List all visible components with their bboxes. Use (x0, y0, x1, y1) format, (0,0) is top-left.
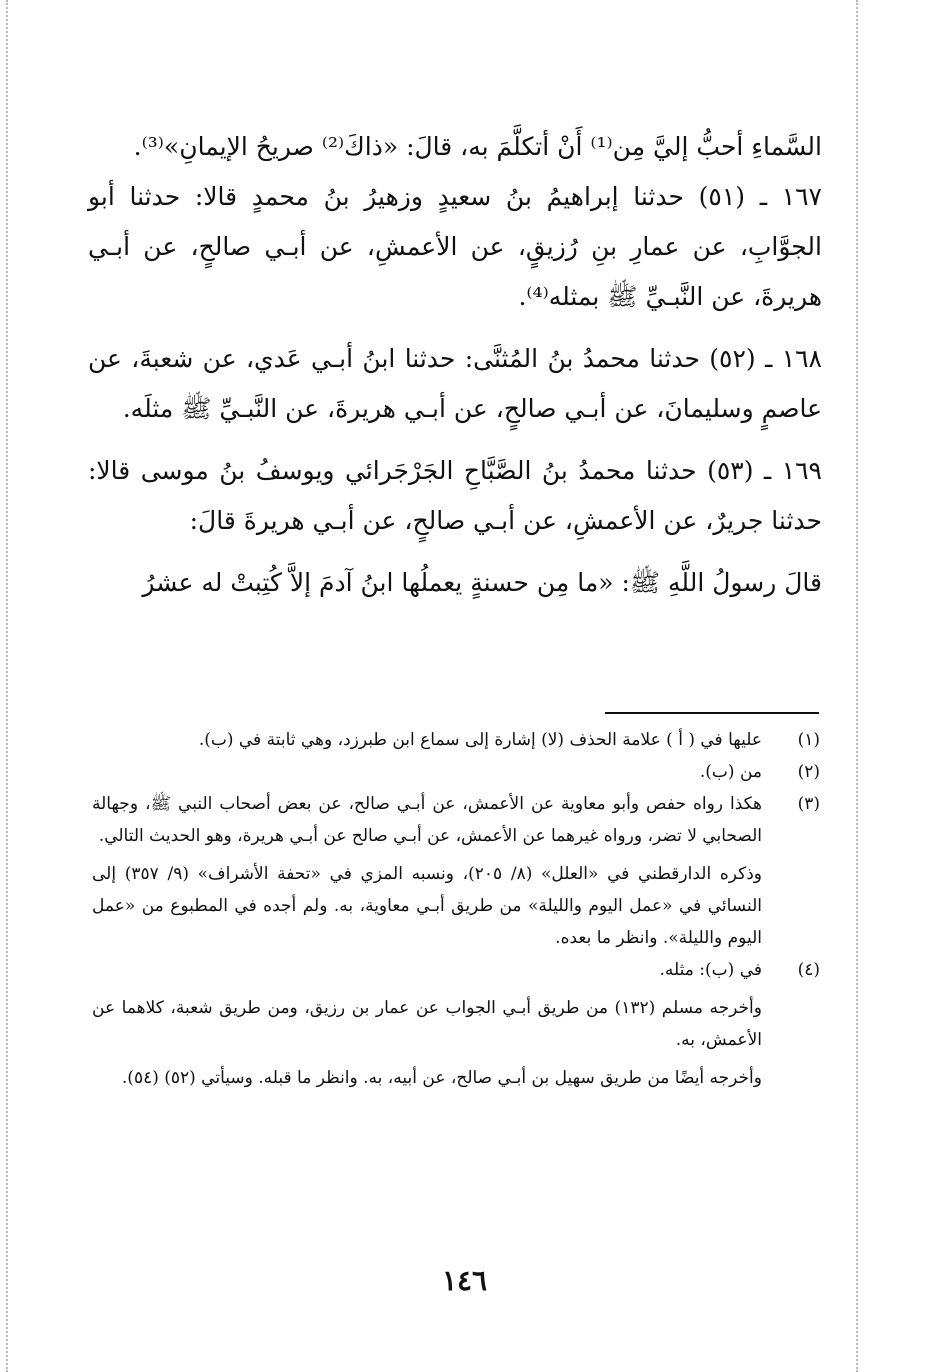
footnote-1 (92, 724, 820, 756)
page-number: ١٤٦ (441, 1264, 488, 1297)
footnote-text: وأخرجه أيضًا من طريق سهيل بن أبـي صالح، عن أبيه، به. وانظر ما قبله. وسيأتي (٥٢) (٥٤). (121, 1068, 762, 1088)
hadith-168: ١٦٨ ـ (٥٢) حدثنا محمدُ بنُ المُثنَّى: حدثنا ابنُ أبـي عَدي، عن شعبةَ، عن عاصمٍ وسليمانَ، عن أبـي صالحٍ، عن أبـي هريرةَ، عن النَّبـيِّ ﷺ مثلَه. (88, 344, 822, 423)
footnote-4 (92, 954, 820, 1094)
footnote-text: عليها في ( أ ) علامة الحذف (لا) إشارة إلى سماع ابن طبرزد، وهي ثابتة في (ب). (198, 730, 762, 750)
footnote-2 (92, 756, 820, 788)
footnote-number: (٢) (797, 762, 820, 782)
footnote-text: هكذا رواه حفص وأبو معاوية عن الأعمش، عن أبـي صالح، عن بعض أصحاب النبي ﷺ، وجهالة الصحابي لا تضر، ورواه غيرهما عن الأعمش، عن أبـي صالح عن أبـي هريرة، وهو الحديث التالي. (92, 794, 762, 846)
footnote-number: (١) (797, 730, 820, 750)
hadith-169-text: قالَ رسولُ اللَّهِ ﷺ: «ما مِن حسنةٍ يعملُها ابنُ آدمَ إلاَّ كُتِبتْ له عشرُ (142, 568, 822, 597)
footnote-text: وذكره الدارقطني في «العلل» (٨/ ٢٠٥)، ونسبه المزي في «تحفة الأشراف» (٩/ ٣٥٧) إلى النسائي في «عمل اليوم والليلة» من طريق أبـي معاوية، به. ولم أجده في المطبوع من «عمل اليوم والليلة». وانظر ما بعده. (92, 864, 762, 948)
footnote-text: من (ب). (699, 762, 762, 782)
main-text (88, 122, 822, 608)
dotted-gutter-line-left (6, 0, 8, 1372)
hadith-167: ١٦٧ ـ (٥١) حدثنا إبراهيمُ بنُ سعيدٍ وزهيرُ بنُ محمدٍ قالا: حدثنا أبو الجوَّابِ، عن عمارِ بنِ رُزيقٍ، عن الأعمشِ، عن أبـي صالحٍ، عن أبـي هريرةَ، عن النَّبـيِّ ﷺ بمثله⁽⁴⁾. (88, 182, 822, 311)
hadith-169: ١٦٩ ـ (٥٣) حدثنا محمدُ بنُ الصَّبَّاحِ الجَرْجَرائي ويوسفُ بنُ موسى قالا: حدثنا جريرٌ، عن الأعمشِ، عن أبـي صالحٍ، عن أبـي هريرةَ قالَ: (88, 456, 822, 535)
footnote-number: (٣) (797, 794, 820, 814)
footnote-text: في (ب): مثله. (659, 960, 762, 980)
text-line-continuation: السَّماءِ أحبُّ إليَّ مِن⁽¹⁾ أَنْ أتكلَّمَ به، قالَ: «ذاكَ⁽²⁾ صريحُ الإيمانِ»⁽³⁾. (133, 132, 822, 161)
dotted-gutter-line-right (856, 0, 858, 1372)
footnotes (92, 724, 820, 1094)
footnote-3 (92, 788, 820, 954)
footnote-text: وأخرجه مسلم (١٣٢) من طريق أبـي الجواب عن عمار بن رزيق، ومن طريق شعبة، كلاهما عن الأعمش، به. (92, 998, 762, 1050)
footnote-separator (605, 712, 819, 714)
footnote-number: (٤) (797, 960, 820, 980)
